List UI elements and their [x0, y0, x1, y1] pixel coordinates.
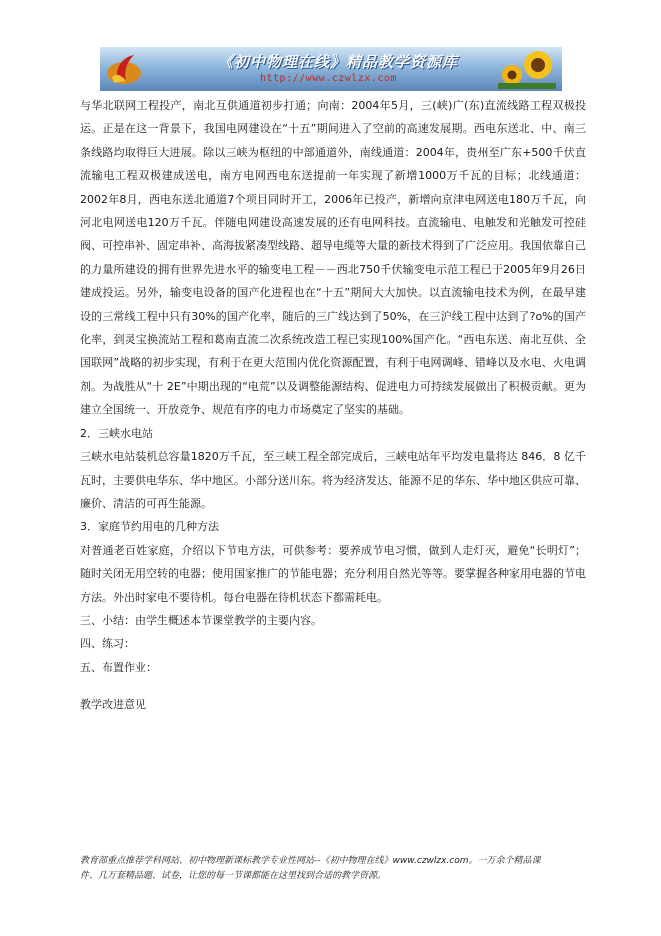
practice-line: 四、练习： [80, 637, 135, 651]
logo-icon [104, 51, 144, 87]
section-heading-three-gorges: 2．三峡水电站 [80, 426, 153, 440]
intro-paragraph: 与华北联网工程投产，南北互供通道初步打通；向南：2004年5月，三(峡)广(东)直流线路工程双极投运。正是在这一背景下，我国电网建设在“十五”期间进入了空前的高速发展期。西电东送北、中、南三条线路均取得巨大进展。除以三峡为枢纽的中部通道外，南线通道：2004年，贵州至广东+500千伏直流输电工程双极建成送电，南方电网西电东送提前一年实现了新增1000万千瓦的目标；北线通道：2002年8月，西电东送北通道7个项目同时开工，2006年已投产，新增向京津电网送电180万千瓦，向河北电网送电120万千瓦。伴随电网建设高速发展的还有电网科技。直流输电、电触发和光触发可控硅阀、可控串补、固定串补、高海拔紧凑型线路、超导电缆等大量的新技术得到了广泛应用。我国依靠自己的力量所建设的拥有世界先进水平的输变电工程－－西北750千伏输变电示范工程已于2005年9月26日建成投运。另外，输变电设备的国产化进程也在“十五”期间大大加快。以直流输电技术为例，在最早建设的三常线工程中只有30%的国产化率，随后的三广线达到了50%，在三沪线工程中达到了?o%的国产化率，到灵宝换流站工程和葛南直流二次系统改造工程已实现100%国产化。“西电东送、南北互供、全国联网”战略的初步实现，有利于在更大范围内优化资源配置，有利于电网调峰、错峰以及水电、火电调剂。为战胜从“十 2E”中期出现的“电荒”以及调整能源结构、促进电力可持续发展做出了积极贡献。更为建立全国统一、开放竞争、规范有序的电力市场奠定了坚实的基础。 [80, 99, 586, 417]
sunflower-icon [498, 49, 556, 89]
footer-line-1: 教育部重点推荐学科网站、初中物理新课标教学专业性网站--《初中物理在线》www.czwlzx.com。一万余个精品课 [80, 856, 541, 866]
header-banner [100, 47, 562, 91]
main-content [80, 94, 586, 679]
summary-line: 三、小结：由学生概述本节课堂教学的主要内容。 [80, 613, 322, 627]
homework-line: 五、布置作业： [80, 660, 157, 674]
banner-url[interactable]: http://www.czwlzx.com [260, 73, 397, 84]
three-gorges-paragraph: 三峡水电站装机总容量1820万千瓦，至三峡工程全部完成后，三峡电站年平均发电量将达 846．8 亿千瓦时，主要供电华东、华中地区。小部分送川东。将为经济发达、能源不足的华东、华中地区供应可靠、廉价、清洁的可再生能源。 [80, 450, 586, 510]
page-footer [80, 854, 620, 884]
improvement-label: 教学改进意见 [80, 698, 146, 711]
banner-title: 《初中物理在线》精品教学资源库 [218, 53, 459, 71]
section-heading-saving-electricity: 3．家庭节约用电的几种方法 [80, 520, 219, 534]
saving-electricity-paragraph: 对普通老百姓家庭，介绍以下节电方法，可供参考：要养成节电习惯，做到人走灯灭，避免“长明灯”；随时关闭无用空转的电器；使用国家推广的节能电器；充分利用自然光等等。要掌握各种家用电器的节电方法。外出时家电不要待机。每台电器在待机状态下都需耗电。 [80, 543, 586, 604]
footer-line-2: 件、几万套精品题、试卷，让您的每一节课都能在这里找到合适的教学资源。 [80, 871, 387, 881]
